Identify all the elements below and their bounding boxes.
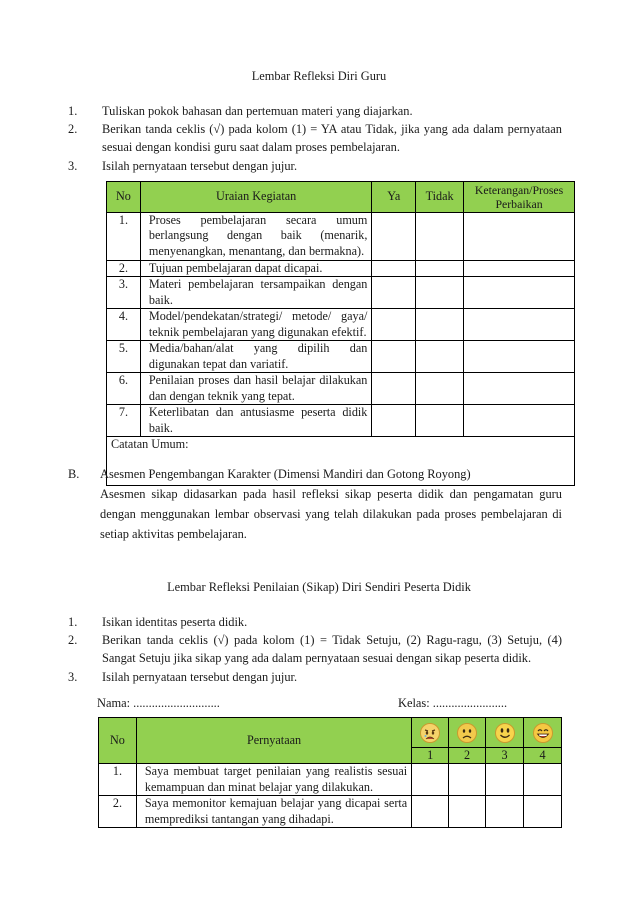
rating-cell[interactable] bbox=[449, 764, 486, 796]
section-body: Asesmen sikap didasarkan pada hasil refleksi sikap peserta didik dan pengamatan guru dengan menggunakan lembar observasi yang telah dilakukan pada proses pembelajaran di setiap aktivitas pembelajaran. bbox=[100, 487, 562, 541]
section-heading: Asesmen Pengembangan Karakter (Dimensi Mandiri dan Gotong Royong) bbox=[100, 467, 471, 481]
kelas-field[interactable]: Kelas: ........................ bbox=[398, 696, 508, 710]
rating-cell[interactable] bbox=[412, 764, 449, 796]
rating-cell[interactable] bbox=[449, 796, 486, 828]
col-header-pernyataan: Pernyataan bbox=[136, 718, 411, 764]
instructions-guru bbox=[68, 102, 562, 175]
section-b bbox=[68, 464, 562, 544]
rating-cell[interactable] bbox=[486, 796, 524, 828]
ya-cell[interactable] bbox=[372, 341, 416, 373]
table-row: 1. Saya membuat target penilaian yang realistis sesuai kemampuan dan minat belajar yang dilakukan. bbox=[99, 764, 562, 796]
instruction-item: 3. Isilah pernyataan tersebut dengan jujur. bbox=[68, 669, 298, 684]
tidak-cell[interactable] bbox=[416, 309, 464, 341]
col-header-ya: Ya bbox=[372, 182, 416, 213]
page-title-guru: Lembar Refleksi Diri Guru bbox=[251, 69, 387, 83]
instruction-item: 2. Berikan tanda ceklis (√) pada kolom (1) = YA atau Tidak, jika yang ada dalam pernyataan sesuai dengan kondisi guru saat dalam proses pembelajaran. bbox=[68, 122, 562, 155]
instruction-item: 2. Berikan tanda ceklis (√) pada kolom (1) = Tidak Setuju, (2) Ragu-ragu, (3) Setuju, (4) Sangat Setuju jika sikap yang ada dalam pernyataan sesuai dengan sikap peserta didik. bbox=[68, 633, 562, 666]
sad-face-icon bbox=[456, 722, 478, 744]
rating-cell[interactable] bbox=[486, 764, 524, 796]
scale-1: 1 bbox=[412, 748, 449, 764]
keterangan-cell[interactable] bbox=[464, 373, 575, 405]
crying-face-icon bbox=[419, 722, 441, 744]
ya-cell[interactable] bbox=[372, 261, 416, 277]
table-header-row bbox=[107, 182, 575, 213]
nama-field[interactable]: Nama: ............................ bbox=[97, 696, 220, 710]
col-header-no: No bbox=[107, 182, 141, 213]
keterangan-cell[interactable] bbox=[464, 277, 575, 309]
table-row: 2. Tujuan pembelajaran dapat dicapai. bbox=[107, 261, 575, 277]
tidak-cell[interactable] bbox=[416, 405, 464, 437]
col-header-no: No bbox=[99, 718, 137, 764]
table-row: 4. Model/pendekatan/strategi/ metode/ gaya/ teknik pembelajaran yang digunakan efektif. bbox=[107, 309, 575, 341]
table-row: 7. Keterlibatan dan antusiasme peserta didik baik. bbox=[107, 405, 575, 437]
table-header-row bbox=[99, 718, 562, 748]
general-notes-field[interactable]: Catatan Umum: bbox=[107, 437, 575, 486]
tidak-cell[interactable] bbox=[416, 277, 464, 309]
col-header-uraian: Uraian Kegiatan bbox=[140, 182, 372, 213]
table-row: 5. Media/bahan/alat yang dipilih dan digunakan tepat dan variatif. bbox=[107, 341, 575, 373]
keterangan-cell[interactable] bbox=[464, 261, 575, 277]
table-row: 3. Materi pembelajaran tersampaikan dengan baik. bbox=[107, 277, 575, 309]
tidak-cell[interactable] bbox=[416, 213, 464, 261]
happy-face-icon bbox=[532, 722, 554, 744]
rating-cell[interactable] bbox=[524, 796, 562, 828]
scale-2: 2 bbox=[449, 748, 486, 764]
tidak-cell[interactable] bbox=[416, 341, 464, 373]
neutral-smile-face-icon bbox=[494, 722, 516, 744]
ya-cell[interactable] bbox=[372, 405, 416, 437]
ya-cell[interactable] bbox=[372, 373, 416, 405]
attitude-table-siswa bbox=[98, 717, 562, 828]
rating-cell[interactable] bbox=[412, 796, 449, 828]
instructions-siswa bbox=[68, 613, 562, 686]
ya-cell[interactable] bbox=[372, 309, 416, 341]
ya-cell[interactable] bbox=[372, 277, 416, 309]
col-header-keterangan: Keterangan/Proses Perbaikan bbox=[464, 182, 575, 213]
scale-3: 3 bbox=[486, 748, 524, 764]
scale-4: 4 bbox=[524, 748, 562, 764]
keterangan-cell[interactable] bbox=[464, 405, 575, 437]
reflection-table-guru bbox=[106, 181, 575, 486]
table-row: 1. Proses pembelajaran secara umum berlangsung dengan baik (menarik, menyenangkan, menantang, dan bermakna). bbox=[107, 213, 575, 261]
rating-cell[interactable] bbox=[524, 764, 562, 796]
keterangan-cell[interactable] bbox=[464, 341, 575, 373]
keterangan-cell[interactable] bbox=[464, 309, 575, 341]
tidak-cell[interactable] bbox=[416, 261, 464, 277]
section-letter: B. bbox=[68, 467, 80, 481]
col-header-tidak: Tidak bbox=[416, 182, 464, 213]
keterangan-cell[interactable] bbox=[464, 213, 575, 261]
table-row: 2. Saya memonitor kemajuan belajar yang dicapai serta memprediksi tantangan yang dihadapi. bbox=[99, 796, 562, 828]
page-title-siswa: Lembar Refleksi Penilaian (Sikap) Diri Sendiri Peserta Didik bbox=[167, 580, 471, 594]
ya-cell[interactable] bbox=[372, 213, 416, 261]
tidak-cell[interactable] bbox=[416, 373, 464, 405]
instruction-item: 1. Tuliskan pokok bahasan dan pertemuan materi yang diajarkan. bbox=[68, 104, 413, 118]
table-row: 6. Penilaian proses dan hasil belajar dilakukan dan dengan teknik yang tepat. bbox=[107, 373, 575, 405]
instruction-item: 1. Isikan identitas peserta didik. bbox=[68, 615, 248, 629]
instruction-item: 3. Isilah pernyataan tersebut dengan jujur. bbox=[68, 158, 298, 173]
